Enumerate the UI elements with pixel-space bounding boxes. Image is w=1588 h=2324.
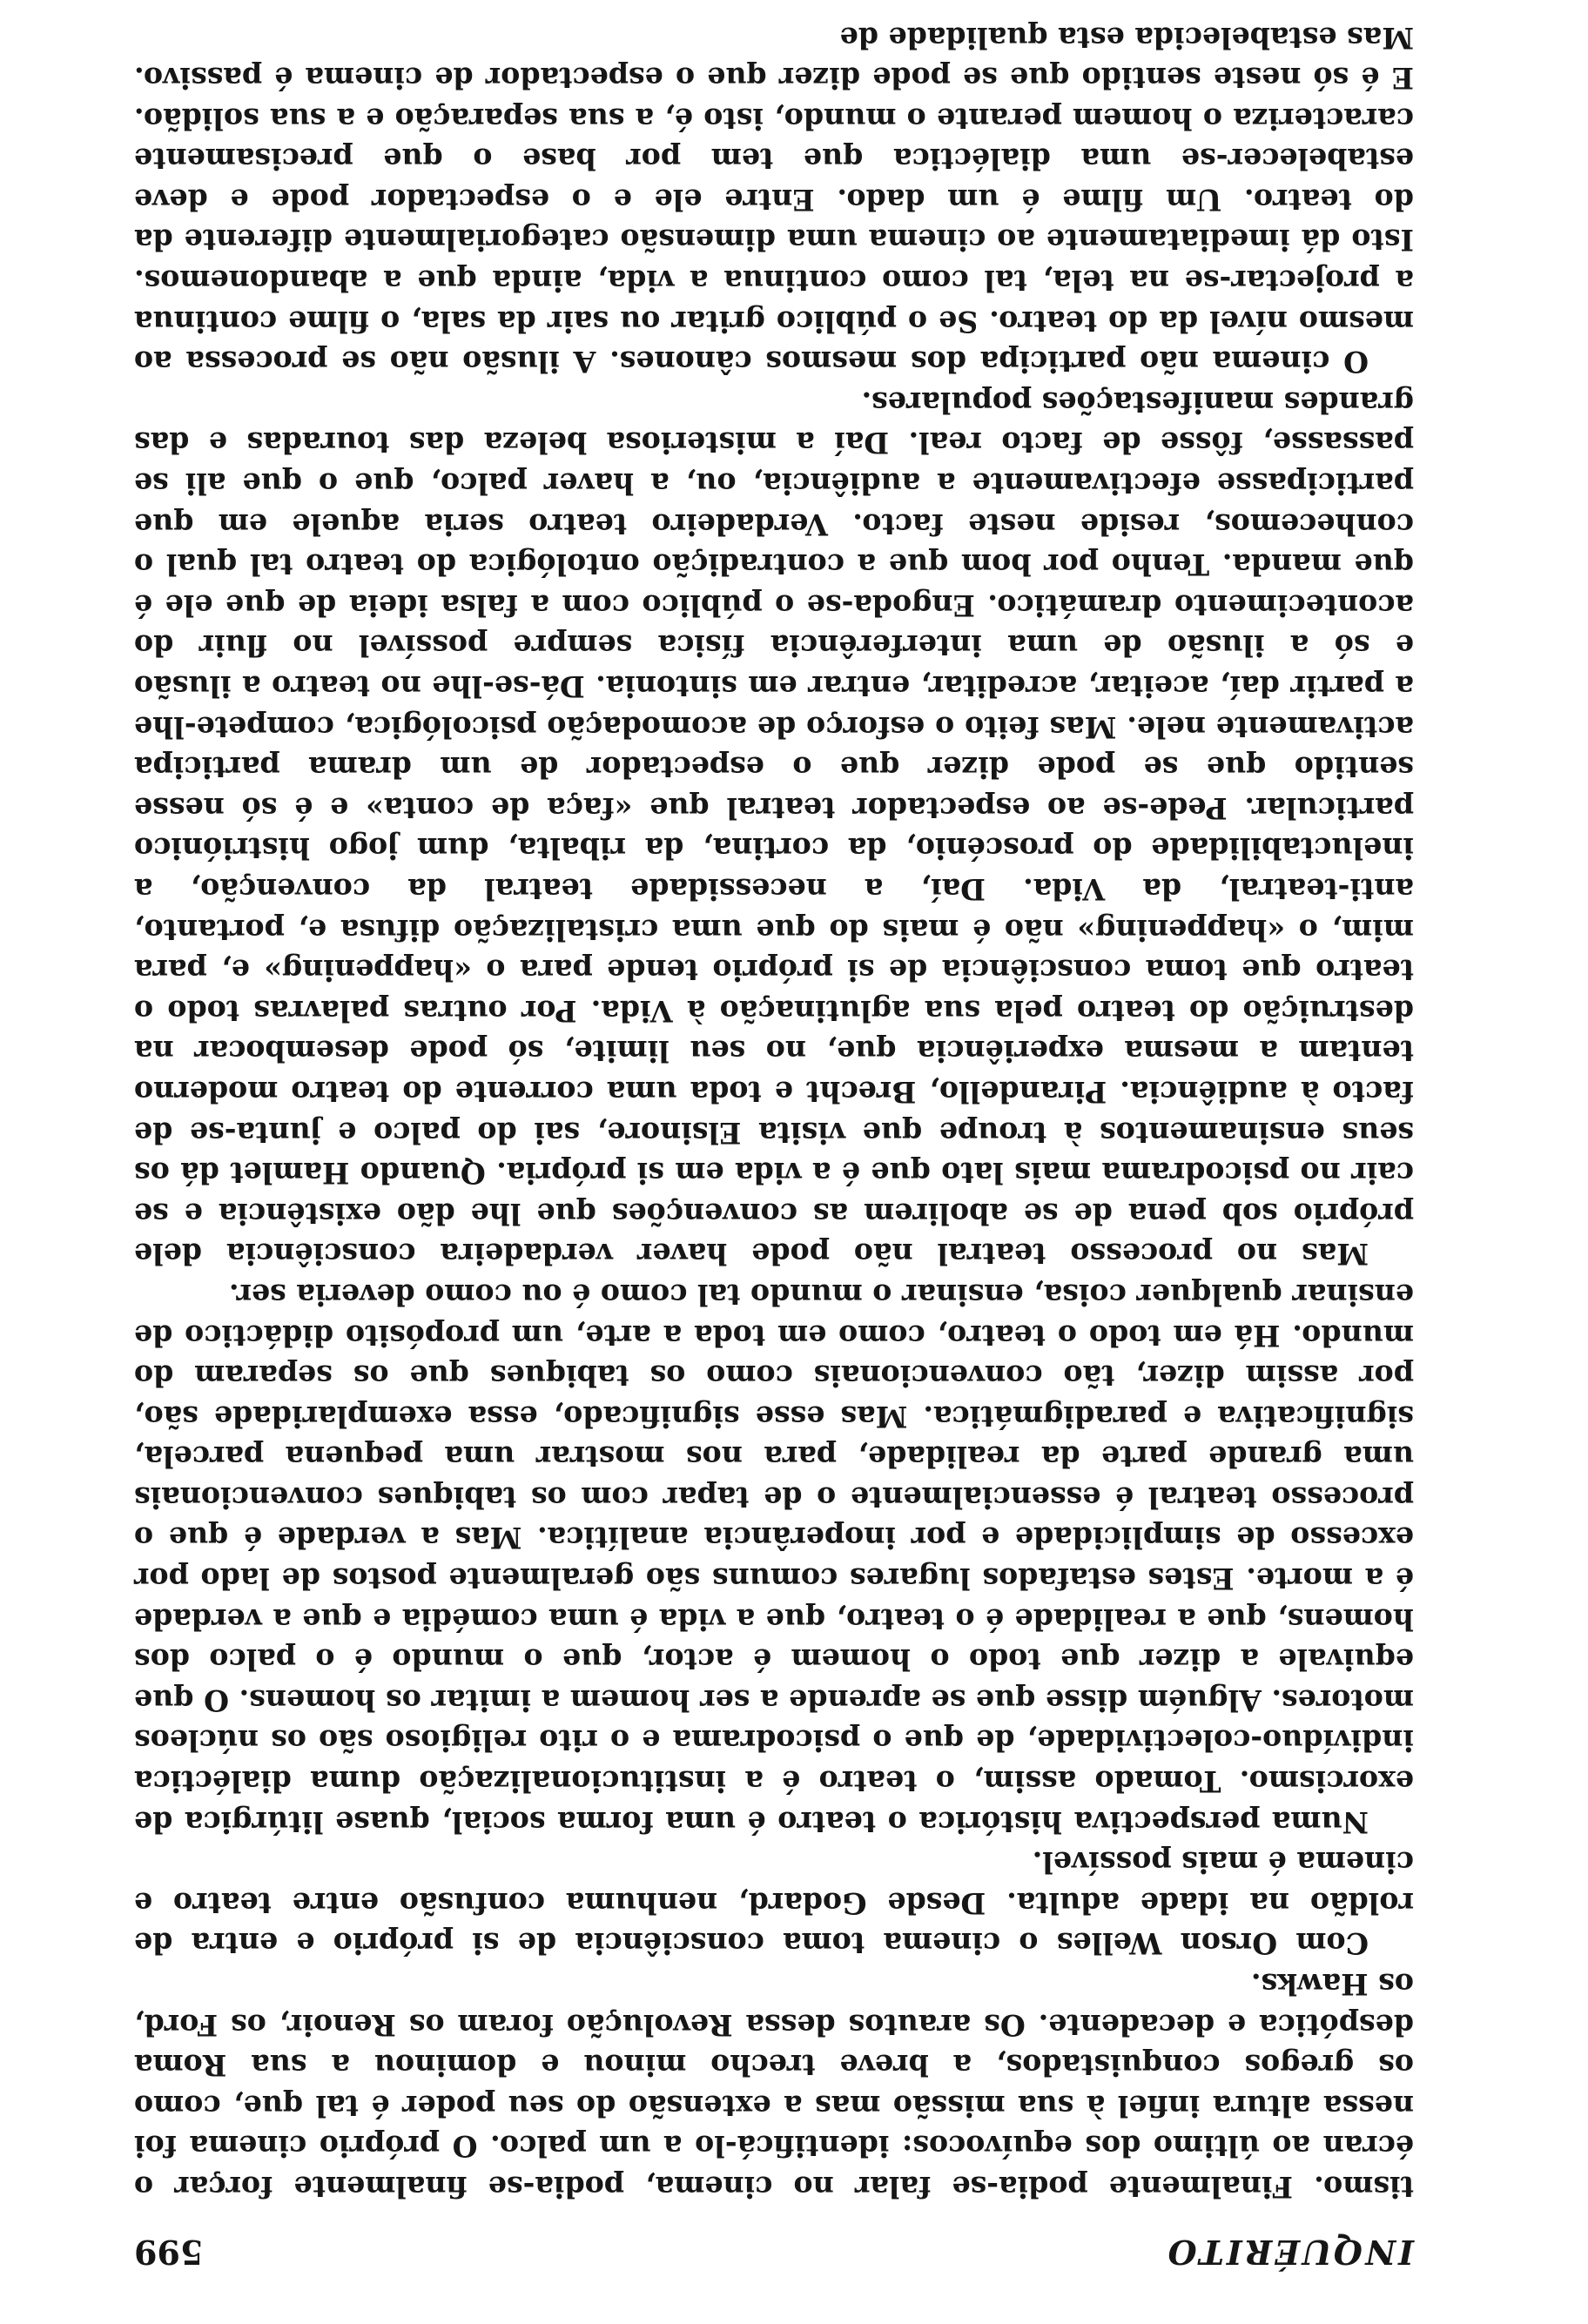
paragraph: O cinema não participa dos mesmos cânones. A ilusão não se processa ao mesmo nível da do teatro. Se o público gritar ou sair da sala, o filme continua a projectar-se na tela, tal como continua a vida, ainda que a abandonemos. Isto dá imediatamente ao cinema uma dimensão categorialmente diferente da do teatro. Um filme é um dado. Entre ele e o espectador pode e deve estabelecer-se uma dialéctica que tem por base o que precisamente caracteriza o homem perante o mundo, isto é, a sua separação e a sua solidão. E é só neste sentido que se pode dizer que o espectador de cinema é passivo. Mas estabelecida esta qualidade de xyxy=(134,20,1414,379)
paragraph: Numa perspectiva histórica o teatro é uma forma social, quase litúrgica de exorcismo. Tomado assim, o teatro é a institucionalização duma dialéctica indivíduo-colectividade, de que o psicodrama e o rito religioso são os núcleos motores. Alguém disse que se aprende a ser homem a imitar os homens. O que equivale a dizer que todo o homem é actor, que o mundo é o palco dos homens, que a realidade é o teatro, que a vida é uma comédia e que a verdade é a morte. Estes estafados lugares comuns são geralmente postos de lado por excesso de simplicidade e por inoperância analítica. Mas a verdade é que o processo teatral é essencialmente o de tapar com os tabiques convencionais uma grande parte da realidade, para nos mostrar uma pequena parcela, significativa e paradigmática. Mas esse significado, essa exemplaridade são, por assim dizer, tão convencionais como os tabiques que os separam do mundo. Há em todo o teatro, como em toda a arte, um propósito didáctico de ensinar qualquer coisa, ensinar o mundo tal como é ou como deveria ser. xyxy=(134,1277,1414,1839)
paragraph: Mas no processo teatral não pode haver verdadeira consciência dele próprio sob pena de se abolirem as convenções que lhe dão existência e se cair no psicodrama mais lato que é a vida em si própria. Quando Hamlet dá os seus ensinamentos à troupe que visita Elsinore, sai do palco e junta-se de facto à audiência. Pirandello, Brecht e toda uma corrente do teatro moderno tentam a mesma experiência que, no seu limite, só pode desembocar na destruição do teatro pela sua aglutinação à Vida. Por outras palavras todo o teatro que toma consciência de si próprio tende para o «happening» e, para mim, o «happening» não é mais do que uma cristalização difusa e, portanto, anti-teatral, da Vida. Daí, a necessidade teatral da convenção, a ineluctabilidade do proscénio, da cortina, da ribalta, dum jogo histriónico particular. Pede-se ao espectador teatral que «faça de conta» e é só nesse sentido que se pode dizer que o espectador de um drama participa activamente nele. Mas feito o esforço de acomodação psicológica, compete-lhe a partir daí, aceitar, acreditar, entrar em sintonia. Dá-se-lhe no teatro a ilusão e só a ilusão de uma interferência física sempre possível no fluir do acontecimento dramático. Engoda-se o público com a falsa ideia de que ele é que manda. Tenho por bom que a contradição ontológica do teatro tal qual o conhecemos, reside neste facto. Verdadeiro teatro seria aquele em que participasse efectivamente a audiência, ou, a haver palco, que o que ali se passasse, fôsse de facto real. Daí a misteriosa beleza das touradas e das grandes manifestações populares. xyxy=(134,385,1414,1272)
paragraph: Com Orson Welles o cinema toma consciência de si próprio e entra de roldão na idade adulta. Desde Godard, nenhuma confusão entre teatro e cinema é mais possível. xyxy=(134,1845,1414,1961)
page-header xyxy=(134,2220,1414,2272)
body-text xyxy=(134,17,1414,2206)
running-head: INQUÉRITO xyxy=(1165,2233,1414,2272)
page-number: 599 xyxy=(134,2233,204,2272)
paragraph: tismo. Finalmente podia-se falar no cinema, podia-se finalmente forçar o écran ao último dos equívocos: identificá-lo a um palco. O próprio cinema foi nessa altura infiel à sua missão mas a extensão do seu poder é tal que, como os gregos conquistados, a breve trecho minou e dominou a sua Roma despótica e decadente. Os arautos dessa Revolução foram os Renoir, os Ford, os Hawks. xyxy=(134,1967,1414,2204)
